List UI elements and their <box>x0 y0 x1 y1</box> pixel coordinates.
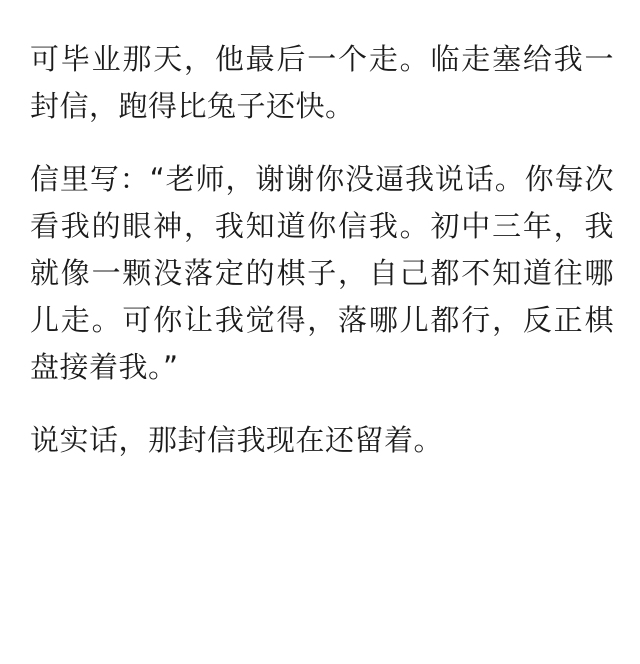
paragraph-closing-remark: 说实话，那封信我现在还留着。 <box>30 423 444 457</box>
paragraph-letter-content: 信里写：“老师，谢谢你没逼我说话。你每次看我的眼神，我知道你信我。初中三年，我就像一颗没落定的棋子，自己都不知道往哪儿走。可你让我觉得，落哪儿都行，反正棋盘接着我。” <box>30 162 614 384</box>
paragraph-graduation-day: 可毕业那天，他最后一个走。临走塞给我一封信，跑得比兔子还快。 <box>30 42 614 123</box>
